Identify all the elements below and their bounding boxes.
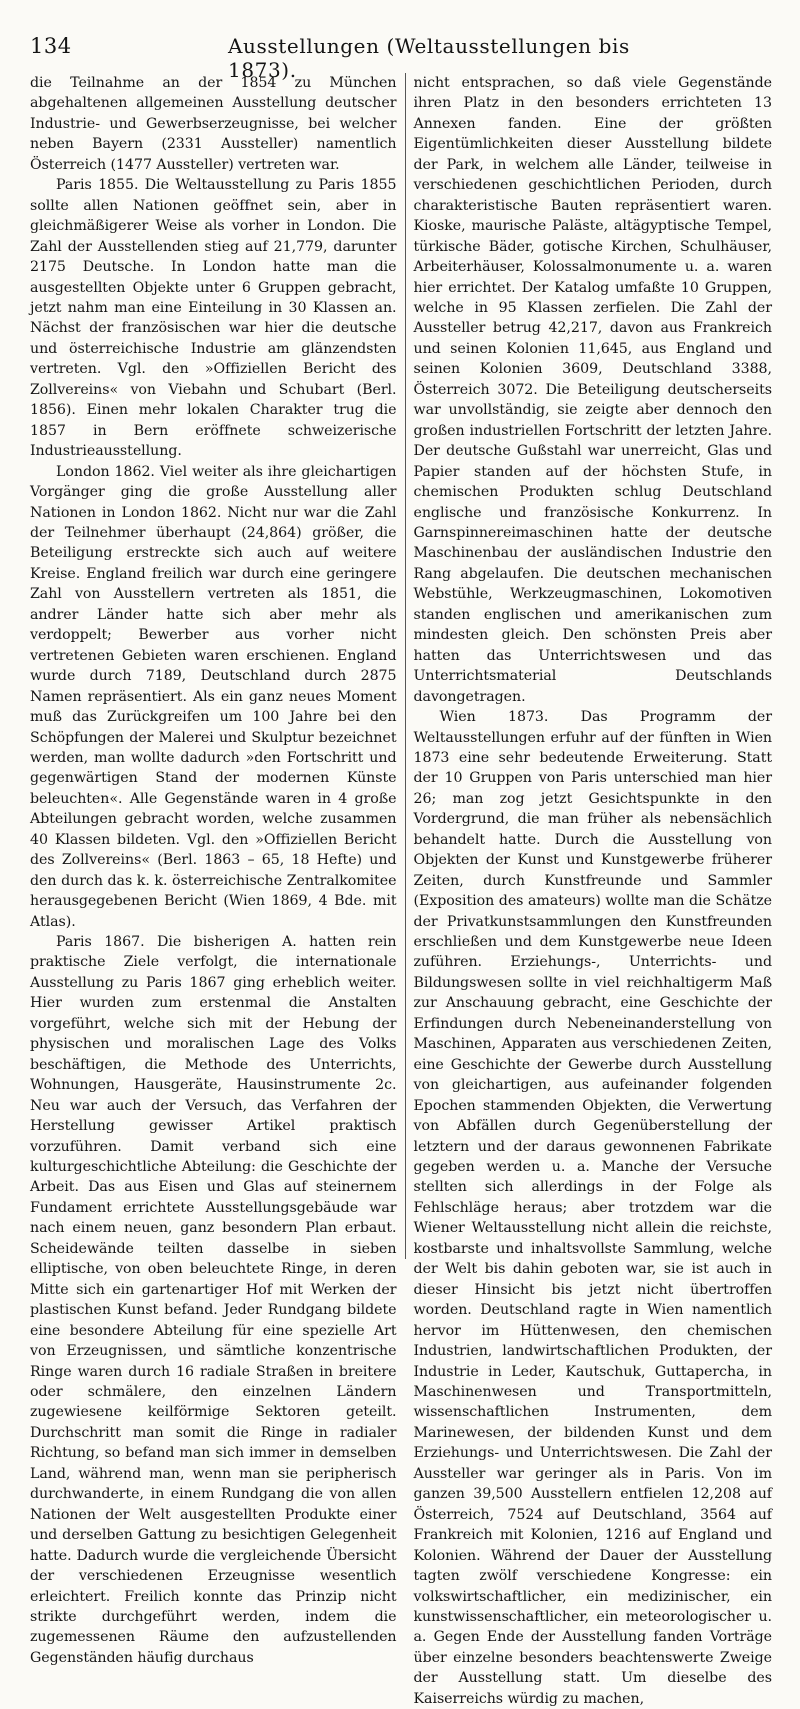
page-header	[30, 34, 772, 82]
paragraph-paris-1867: Paris 1867. Die bisherigen A. hatten rein praktische Ziele verfolgt, die internationale Ausstellung zu Paris 1867 ging erheblich weiter. Hier wurden zum erstenmal die Anstalten vorgeführt, welche sich mit der Hebung der physischen und moralischen Lage des Volks beschäftigen, die Methode des Unterrichts, Wohnungen, Hausgeräte, Hausinstrumente 2c. Neu war auch der Versuch, das Verfahren der Herstellung gewisser Artikel praktisch vorzuführen. Damit verband sich eine kulturgeschichtliche Abteilung: die Geschichte der Arbeit. Das aus Eisen und Glas auf steinernem Fundament errichtete Ausstellungsgebäude war nach einem neuen, ganz besondern Plan erbaut. Scheidewände teilten dasselbe in sieben elliptische, von oben beleuchtete Ringe, in deren Mitte sich ein gartenartiger Hof mit Werken der plastischen Kunst befand. Jeder Rundgang bildete eine besondere Abteilung für eine spezielle Art von Erzeugnissen, und sämtliche konzentrische Ringe waren durch 16 radiale Straßen in breitere oder schmälere, den einzelnen Ländern zugewiesene keilförmige Sektoren geteilt. Durchschritt man somit die Ringe in radialer Richtung, so befand man sich immer in demselben Land, während man, wenn man sie peripherisch durchwanderte, in einem Rundgang die von allen Nationen der Welt ausgestellten Produkte einer und derselben Gattung zu besichtigen Gelegenheit hatte. Dadurch wurde die vergleichende Übersicht der verschiedenen Erzeugnisse wesentlich erleichtert. Freilich konnte das Prinzip nicht strikte durchgeführt werden, indem die zugemessenen Räume den aufzustellenden Gegenständen häufig durchaus	[30, 934, 397, 1666]
left-column	[30, 73, 397, 1666]
paragraph-continuation: die Teilnahme an der 1854 zu München abgehaltenen allgemeinen Ausstellung deutscher Industrie- und Gewerbserzeugnisse, bei welcher neben Bayern (2331 Aussteller) namentlich Österreich (1477 Aussteller) vertreten war.	[30, 75, 397, 173]
paragraph-london-1862: London 1862. Viel weiter als ihre gleichartigen Vorgänger ging die große Ausstellung aller Nationen in London 1862. Nicht nur war die Zahl der Teilnehmer überhaupt (24,864) größer, die Beteiligung erstreckte sich auch auf weitere Kreise. England freilich war durch eine geringere Zahl von Ausstellern vertreten als 1851, die andrer Länder hatte sich aber mehr als verdoppelt; Bewerber aus vorher nicht vertretenen Gebieten waren erschienen. England wurde durch 7189, Deutschland durch 2875 Namen repräsentiert. Als ein ganz neues Moment muß das Zurückgreifen um 100 Jahre bei den Schöpfungen der Malerei und Skulptur bezeichnet werden, man wollte dadurch »den Fortschritt und gegenwärtigen Stand der modernen Künste beleuchten«. Alle Gegenstände waren in 4 große Abteilungen gebracht worden, welche zusammen 40 Klassen bildeten. Vgl. den »Offiziellen Bericht des Zollvereins« (Berl. 1863 – 65, 18 Hefte) und den durch das k. k. österreichische Zentralkomitee herausgegebenen Bericht (Wien 1869, 4 Bde. mit Atlas).	[30, 463, 397, 930]
paragraph-paris-1855: Paris 1855. Die Weltausstellung zu Paris 1855 sollte allen Nationen geöffnet sein, aber in gleichmäßigerer Weise als vorher in London. Die Zahl der Ausstellenden stieg auf 21,779, darunter 2175 Deutsche. In London hatte man die ausgestellten Objekte unter 6 Gruppen gebracht, jetzt nahm man eine Einteilung in 30 Klassen an. Nächst der französischen war hier die deutsche und österreichische Industrie am glänzendsten vertreten. Vgl. den »Offiziellen Bericht des Zollvereins« von Viebahn und Schubart (Berl. 1856). Einen mehr lokalen Charakter trug die 1857 in Bern eröffnete schweizerische Industrieausstellung.	[30, 177, 397, 460]
right-column	[405, 73, 773, 1707]
text-columns	[30, 73, 772, 1707]
paragraph-paris-1867-continued: nicht entsprachen, so daß viele Gegenstände ihren Platz in den besonders errichteten 13 Annexen fanden. Eine der größten Eigentümlichkeiten dieser Ausstellung bildete der Park, in welchem alle Länder, teilweise in verschiedenen geschichtlichen Perioden, durch charakteristische Bauten repräsentiert waren. Kioske, maurische Paläste, altägyptische Tempel, türkische Bäder, gotische Kirchen, Schulhäuser, Arbeiterhäuser, Kolossalmonumente u. a. waren hier errichtet. Der Katalog umfaßte 10 Gruppen, welche in 95 Klassen zerfielen. Die Zahl der Aussteller betrug 42,217, davon aus Frankreich und seinen Kolonien 11,645, aus England und seinen Kolonien 3609, Deutschland 3388, Österreich 3072. Die Beteiligung deutscherseits war unvollständig, sie zeigte aber dennoch den großen industriellen Fortschritt der letzten Jahre. Der deutsche Gußstahl war unerreicht, Glas und Papier standen auf der höchsten Stufe, in chemischen Produkten schlug Deutschland englische und französische Konkurrenz. In Garnspinnereimaschinen hatte der deutsche Maschinenbau der ausländischen Industrie den Rang abgelaufen. Die deutschen mechanischen Webstühle, Werkzeugmaschinen, Lokomotiven standen englischen und amerikanischen zum mindesten gleich. Den schönsten Preis aber hatten das Unterrichtswesen und das Unterrichtsmaterial Deutschlands davongetragen.	[413, 75, 772, 705]
paragraph-wien-1873: Wien 1873. Das Programm der Weltausstellungen erfuhr auf der fünften in Wien 1873 eine sehr bedeutende Erweiterung. Statt der 10 Gruppen von Paris unterschied man hier 26; man zog jetzt Gesichtspunkte in den Vordergrund, die man früher als nebensächlich behandelt hatte. Durch die Ausstellung von Objekten der Kunst und Kunstgewerbe früherer Zeiten, durch Kunstfreunde und Sammler (Exposition des amateurs) wollte man die Schätze der Privatkunstsammlungen den Kunstfreunden erschließen und dem Kunstgewerbe neue Ideen zuführen. Erziehungs-, Unterrichts- und Bildungswesen sollte in viel reichhaltigerm Maß zur Anschauung gebracht, eine Geschichte der Erfindungen durch Nebeneinanderstellung von Maschinen, Apparaten aus verschiedenen Zeiten, eine Geschichte der Gewerbe durch Ausstellung von gleichartigen, aus aufeinander folgenden Epochen stammenden Objekten, die Verwertung von Abfällen durch Gegenüberstellung der letztern und der daraus gewonnenen Fabrikate gegeben werden u. a. Manche der Versuche stellten sich allerdings in der Folge als Fehlschläge heraus; aber trotzdem war die Wiener Weltausstellung nicht allein die reichste, kostbarste und inhaltsvollste Sammlung, welche der Welt bis dahin geboten war, sie ist auch in dieser Hinsicht bis jetzt nicht übertroffen worden. Deutschland ragte in Wien namentlich hervor im Hüttenwesen, den chemischen Industrien, landwirtschaftlichen Produkten, der Industrie in Leder, Kautschuk, Guttapercha, in Maschinenwesen und Transportmitteln, wissenschaftlichen Instrumenten, dem Marinewesen, der bildenden Kunst und dem Erziehungs- und Unterrichtswesen. Die Zahl der Aussteller war geringer als in Paris. Von im ganzen 39,500 Ausstellern entfielen 12,208 auf Österreich, 7524 auf Deutschland, 3564 auf Frankreich mit Kolonien, 1216 auf England und Kolonien. Während der Dauer der Ausstellung tagten zwölf verschiedene Kongresse: ein volkswirtschaftlicher, ein medizinischer, ein kunstwissenschaftlicher, ein meteorologischer u. a. Gegen Ende der Ausstellung fanden Vorträge über einzelne besonders beachtenswerte Zweige der Ausstellung statt. Um dieselbe des Kaiserreichs würdig zu machen,	[413, 709, 772, 1707]
page-number: 134	[30, 34, 72, 58]
running-head: Ausstellungen (Weltausstellungen bis 1873).	[228, 34, 630, 82]
